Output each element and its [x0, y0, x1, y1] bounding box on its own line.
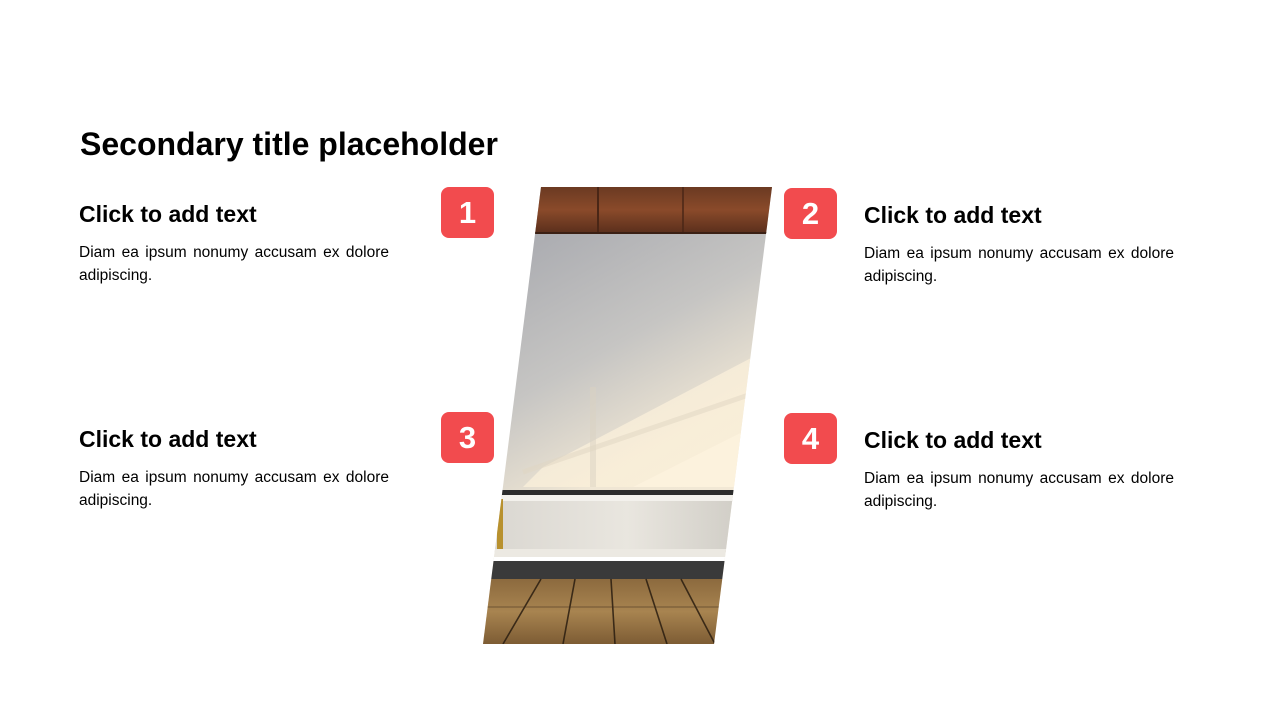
text-block-4: [864, 425, 1174, 513]
text-block-3: [79, 424, 389, 512]
number-badge-2: 2: [784, 188, 837, 239]
text-block-3-body[interactable]: Diam ea ipsum nonumy accusam ex dolore adipiscing.: [79, 469, 389, 509]
number-badge-1: 1: [441, 187, 494, 238]
number-badge-4: 4: [784, 413, 837, 464]
text-block-2-heading[interactable]: Click to add text: [864, 202, 1042, 228]
text-block-1: [79, 199, 389, 287]
slide-title[interactable]: Secondary title placeholder: [80, 126, 498, 162]
text-block-4-heading[interactable]: Click to add text: [864, 427, 1042, 453]
text-block-1-body[interactable]: Diam ea ipsum nonumy accusam ex dolore adipiscing.: [79, 244, 389, 284]
text-block-2-body[interactable]: Diam ea ipsum nonumy accusam ex dolore adipiscing.: [864, 245, 1174, 285]
number-badge-3: 3: [441, 412, 494, 463]
text-block-2: [864, 200, 1174, 288]
text-block-4-body[interactable]: Diam ea ipsum nonumy accusam ex dolore adipiscing.: [864, 470, 1174, 510]
room-photo: [483, 187, 772, 644]
text-block-3-heading[interactable]: Click to add text: [79, 426, 257, 452]
text-block-1-heading[interactable]: Click to add text: [79, 201, 257, 227]
